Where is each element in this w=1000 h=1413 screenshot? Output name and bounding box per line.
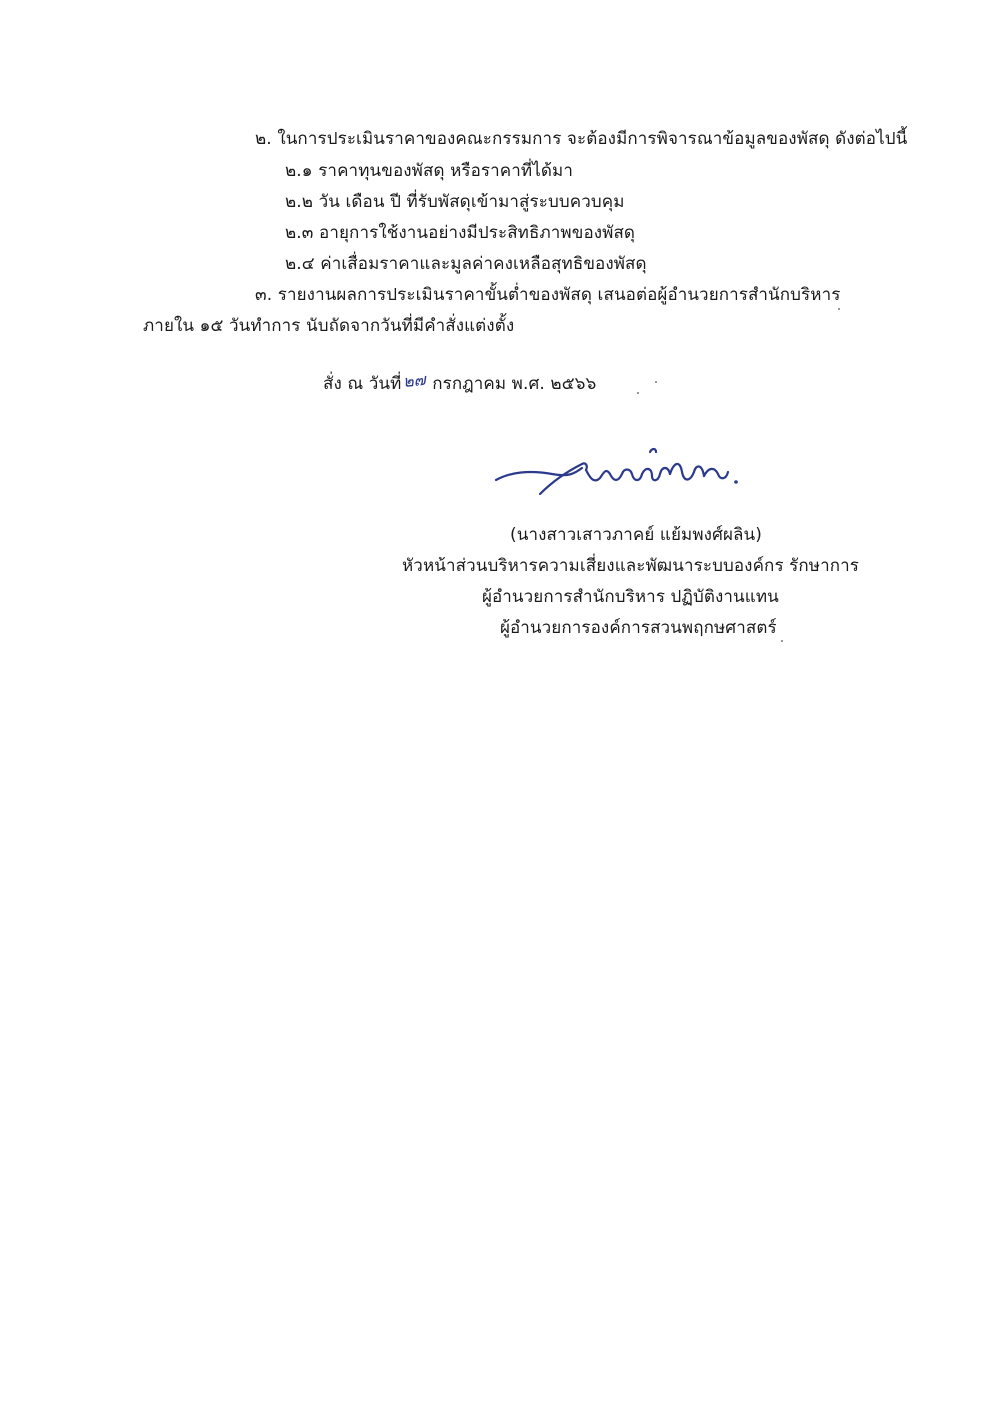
clause-2-4: ๒.๔ ค่าเสื่อมราคาและมูลค่าคงเหลือสุทธิของพัสดุ: [285, 254, 647, 274]
scan-speck: [637, 392, 639, 394]
signatory-name: (นางสาวเสาวภาคย์ แย้มพงศ์ผลิน): [510, 525, 762, 545]
signature-mark: [490, 438, 760, 508]
clause-3-line-1: ๓. รายงานผลการประเมินราคาขั้นต่ำของพัสดุ เสนอต่อผู้อำนวยการสำนักบริหาร: [255, 285, 841, 305]
clause-2-2: ๒.๒ วัน เดือน ปี ที่รับพัสดุเข้ามาสู่ระบบควบคุม: [285, 192, 625, 212]
clause-2-1: ๒.๑ ราคาทุนของพัสดุ หรือราคาที่ได้มา: [285, 161, 573, 181]
order-date-line: [323, 369, 597, 395]
signatory-position-2: ผู้อำนวยการสำนักบริหาร ปฏิบัติงานแทน: [482, 587, 779, 607]
clause-2-3: ๒.๓ อายุการใช้งานอย่างมีประสิทธิภาพของพัสดุ: [285, 223, 636, 243]
scan-speck: [655, 381, 657, 383]
clause-2-heading: ๒. ในการประเมินราคาของคณะกรรมการ จะต้องมีการพิจารณาข้อมูลของพัสดุ ดังต่อไปนี้: [255, 129, 908, 149]
signatory-position-1: หัวหน้าส่วนบริหารความเสี่ยงและพัฒนาระบบองค์กร รักษาการ: [402, 556, 860, 576]
clause-3-line-2: ภายใน ๑๕ วันทำการ นับถัดจากวันที่มีคำสั่งแต่งตั้ง: [143, 316, 515, 336]
order-date-prefix: สั่ง ณ วันที่: [323, 374, 402, 394]
scan-speck: [781, 640, 783, 642]
order-date-handwritten-day: ๒๗: [402, 369, 428, 392]
signatory-position-3: ผู้อำนวยการองค์การสวนพฤกษศาสตร์: [500, 618, 777, 638]
order-date-suffix: กรกฎาคม พ.ศ. ๒๕๖๖: [432, 374, 597, 394]
scan-speck: [838, 308, 840, 310]
